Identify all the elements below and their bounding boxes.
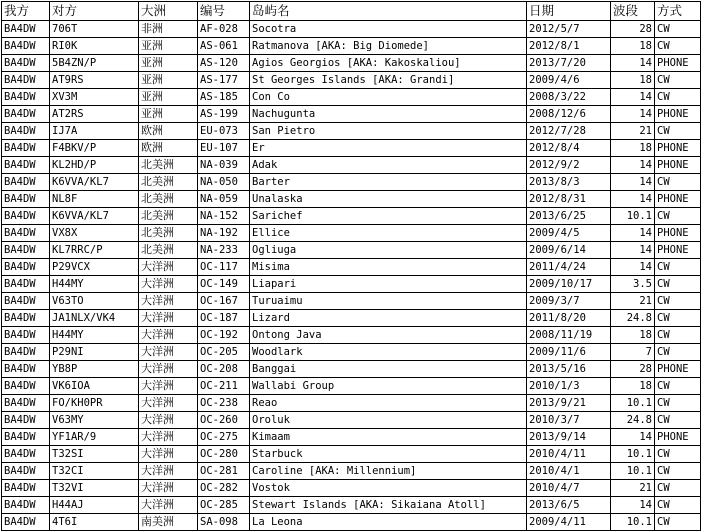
- island-name-cell[interactable]: Woodlark: [250, 344, 527, 361]
- band-cell[interactable]: 14: [611, 259, 655, 276]
- iota-number-cell[interactable]: NA-050: [198, 174, 250, 191]
- continent-cell[interactable]: 北美洲: [139, 208, 198, 225]
- my-station-cell[interactable]: BA4DW: [2, 191, 50, 208]
- island-name-cell[interactable]: Unalaska: [250, 191, 527, 208]
- my-station-cell[interactable]: BA4DW: [2, 208, 50, 225]
- continent-cell[interactable]: 大洋洲: [139, 361, 198, 378]
- iota-number-cell[interactable]: OC-260: [198, 412, 250, 429]
- other-station-cell[interactable]: T32CI: [50, 463, 139, 480]
- my-station-cell[interactable]: BA4DW: [2, 174, 50, 191]
- band-cell[interactable]: 14: [611, 55, 655, 72]
- continent-cell[interactable]: 亚洲: [139, 38, 198, 55]
- iota-number-cell[interactable]: OC-280: [198, 446, 250, 463]
- mode-cell[interactable]: CW: [655, 174, 701, 191]
- band-cell[interactable]: 14: [611, 497, 655, 514]
- my-station-cell[interactable]: BA4DW: [2, 21, 50, 38]
- table-row: [2, 514, 701, 531]
- table-row: [2, 123, 701, 140]
- mode-cell[interactable]: CW: [655, 276, 701, 293]
- other-station-cell[interactable]: 4T6I: [50, 514, 139, 531]
- table-row: [2, 446, 701, 463]
- table-row: [2, 259, 701, 276]
- continent-cell[interactable]: 亚洲: [139, 89, 198, 106]
- table-row: [2, 72, 701, 89]
- mode-cell[interactable]: CW: [655, 89, 701, 106]
- iota-number-cell[interactable]: AS-185: [198, 89, 250, 106]
- island-name-cell[interactable]: St Georges Islands [AKA: Grandi]: [250, 72, 527, 89]
- band-cell[interactable]: 14: [611, 106, 655, 123]
- my-station-cell[interactable]: BA4DW: [2, 293, 50, 310]
- header-cell-iota-number[interactable]: 编号: [198, 2, 250, 21]
- iota-number-cell[interactable]: OC-149: [198, 276, 250, 293]
- table-row: [2, 412, 701, 429]
- my-station-cell[interactable]: BA4DW: [2, 123, 50, 140]
- island-name-cell[interactable]: Reao: [250, 395, 527, 412]
- band-cell[interactable]: 7: [611, 344, 655, 361]
- mode-cell[interactable]: CW: [655, 514, 701, 531]
- date-cell[interactable]: 2009/4/5: [527, 225, 611, 242]
- band-cell[interactable]: 28: [611, 21, 655, 38]
- iota-number-cell[interactable]: AS-061: [198, 38, 250, 55]
- island-name-cell[interactable]: Banggai: [250, 361, 527, 378]
- band-cell[interactable]: 18: [611, 140, 655, 157]
- other-station-cell[interactable]: KL7RRC/P: [50, 242, 139, 259]
- table-row: [2, 480, 701, 497]
- island-name-cell[interactable]: Wallabi Group: [250, 378, 527, 395]
- my-station-cell[interactable]: BA4DW: [2, 327, 50, 344]
- table-row: [2, 21, 701, 38]
- band-cell[interactable]: 24.8: [611, 412, 655, 429]
- my-station-cell[interactable]: BA4DW: [2, 361, 50, 378]
- iota-number-cell[interactable]: AS-177: [198, 72, 250, 89]
- band-cell[interactable]: 21: [611, 480, 655, 497]
- my-station-cell[interactable]: BA4DW: [2, 157, 50, 174]
- other-station-cell[interactable]: AT2RS: [50, 106, 139, 123]
- band-cell[interactable]: 21: [611, 293, 655, 310]
- table-row: [2, 38, 701, 55]
- date-cell[interactable]: 2009/6/14: [527, 242, 611, 259]
- other-station-cell[interactable]: H44MY: [50, 276, 139, 293]
- my-station-cell[interactable]: BA4DW: [2, 106, 50, 123]
- other-station-cell[interactable]: H44AJ: [50, 497, 139, 514]
- mode-cell[interactable]: PHONE: [655, 361, 701, 378]
- date-cell[interactable]: 2009/3/7: [527, 293, 611, 310]
- table-row: [2, 157, 701, 174]
- band-cell[interactable]: 14: [611, 225, 655, 242]
- iota-number-cell[interactable]: OC-281: [198, 463, 250, 480]
- mode-cell[interactable]: CW: [655, 497, 701, 514]
- other-station-cell[interactable]: 5B4ZN/P: [50, 55, 139, 72]
- other-station-cell[interactable]: NL8F: [50, 191, 139, 208]
- band-cell[interactable]: 18: [611, 378, 655, 395]
- island-name-cell[interactable]: Agios Georgios [AKA: Kakoskaliou]: [250, 55, 527, 72]
- my-station-cell[interactable]: BA4DW: [2, 412, 50, 429]
- other-station-cell[interactable]: IJ7A: [50, 123, 139, 140]
- iota-number-cell[interactable]: OC-117: [198, 259, 250, 276]
- date-cell[interactable]: 2008/11/19: [527, 327, 611, 344]
- other-station-cell[interactable]: KL2HD/P: [50, 157, 139, 174]
- date-cell[interactable]: 2008/3/22: [527, 89, 611, 106]
- island-name-cell[interactable]: Lizard: [250, 310, 527, 327]
- iota-number-cell[interactable]: SA-098: [198, 514, 250, 531]
- other-station-cell[interactable]: YF1AR/9: [50, 429, 139, 446]
- iota-number-cell[interactable]: AS-199: [198, 106, 250, 123]
- continent-cell[interactable]: 北美洲: [139, 225, 198, 242]
- other-station-cell[interactable]: K6VVA/KL7: [50, 174, 139, 191]
- table-row: [2, 191, 701, 208]
- island-name-cell[interactable]: Ontong Java: [250, 327, 527, 344]
- mode-cell[interactable]: PHONE: [655, 242, 701, 259]
- header-cell-date[interactable]: 日期: [527, 2, 611, 21]
- island-name-cell[interactable]: Oroluk: [250, 412, 527, 429]
- continent-cell[interactable]: 亚洲: [139, 106, 198, 123]
- other-station-cell[interactable]: T32VI: [50, 480, 139, 497]
- island-name-cell[interactable]: Vostok: [250, 480, 527, 497]
- table-row: [2, 497, 701, 514]
- my-station-cell[interactable]: BA4DW: [2, 89, 50, 106]
- my-station-cell[interactable]: BA4DW: [2, 480, 50, 497]
- my-station-cell[interactable]: BA4DW: [2, 446, 50, 463]
- my-station-cell[interactable]: BA4DW: [2, 514, 50, 531]
- mode-cell[interactable]: PHONE: [655, 106, 701, 123]
- mode-cell[interactable]: CW: [655, 208, 701, 225]
- my-station-cell[interactable]: BA4DW: [2, 55, 50, 72]
- date-cell[interactable]: 2008/12/6: [527, 106, 611, 123]
- table-row: [2, 55, 701, 72]
- continent-cell[interactable]: 大洋洲: [139, 344, 198, 361]
- date-cell[interactable]: 2010/4/1: [527, 463, 611, 480]
- table-row: [2, 395, 701, 412]
- table-row: [2, 225, 701, 242]
- iota-number-cell[interactable]: NA-192: [198, 225, 250, 242]
- island-name-cell[interactable]: Nachugunta: [250, 106, 527, 123]
- mode-cell[interactable]: PHONE: [655, 55, 701, 72]
- table-row: [2, 429, 701, 446]
- island-name-cell[interactable]: Starbuck: [250, 446, 527, 463]
- header-cell-my-station[interactable]: 我方: [2, 2, 50, 21]
- iota-number-cell[interactable]: OC-192: [198, 327, 250, 344]
- island-name-cell[interactable]: San Pietro: [250, 123, 527, 140]
- continent-cell[interactable]: 亚洲: [139, 55, 198, 72]
- date-cell[interactable]: 2010/4/11: [527, 446, 611, 463]
- continent-cell[interactable]: 大洋洲: [139, 310, 198, 327]
- band-cell[interactable]: 14: [611, 89, 655, 106]
- band-cell[interactable]: 10.1: [611, 514, 655, 531]
- band-cell[interactable]: 18: [611, 38, 655, 55]
- date-cell[interactable]: 2009/4/11: [527, 514, 611, 531]
- island-name-cell[interactable]: Barter: [250, 174, 527, 191]
- date-cell[interactable]: 2012/8/4: [527, 140, 611, 157]
- band-cell[interactable]: 10.1: [611, 463, 655, 480]
- mode-cell[interactable]: CW: [655, 310, 701, 327]
- continent-cell[interactable]: 大洋洲: [139, 446, 198, 463]
- island-name-cell[interactable]: Ratmanova [AKA: Big Diomede]: [250, 38, 527, 55]
- other-station-cell[interactable]: F4BKV/P: [50, 140, 139, 157]
- other-station-cell[interactable]: AT9RS: [50, 72, 139, 89]
- band-cell[interactable]: 10.1: [611, 208, 655, 225]
- mode-cell[interactable]: CW: [655, 327, 701, 344]
- my-station-cell[interactable]: BA4DW: [2, 259, 50, 276]
- table-row: [2, 208, 701, 225]
- other-station-cell[interactable]: XV3M: [50, 89, 139, 106]
- header-cell-mode[interactable]: 方式: [655, 2, 701, 21]
- mode-cell[interactable]: CW: [655, 21, 701, 38]
- table-row: [2, 293, 701, 310]
- continent-cell[interactable]: 非洲: [139, 21, 198, 38]
- island-name-cell[interactable]: Misima: [250, 259, 527, 276]
- table-row: [2, 276, 701, 293]
- my-station-cell[interactable]: BA4DW: [2, 497, 50, 514]
- iota-number-cell[interactable]: NA-059: [198, 191, 250, 208]
- island-name-cell[interactable]: Socotra: [250, 21, 527, 38]
- mode-cell[interactable]: PHONE: [655, 191, 701, 208]
- header-row: [2, 2, 701, 21]
- table-row: [2, 242, 701, 259]
- band-cell[interactable]: 3.5: [611, 276, 655, 293]
- table-row: [2, 140, 701, 157]
- continent-cell[interactable]: 大洋洲: [139, 480, 198, 497]
- island-name-cell[interactable]: Sarichef: [250, 208, 527, 225]
- date-cell[interactable]: 2010/3/7: [527, 412, 611, 429]
- mode-cell[interactable]: CW: [655, 412, 701, 429]
- band-cell[interactable]: 10.1: [611, 446, 655, 463]
- date-cell[interactable]: 2012/7/28: [527, 123, 611, 140]
- continent-cell[interactable]: 大洋洲: [139, 412, 198, 429]
- date-cell[interactable]: 2013/6/25: [527, 208, 611, 225]
- date-cell[interactable]: 2012/8/31: [527, 191, 611, 208]
- band-cell[interactable]: 24.8: [611, 310, 655, 327]
- my-station-cell[interactable]: BA4DW: [2, 463, 50, 480]
- other-station-cell[interactable]: H44MY: [50, 327, 139, 344]
- date-cell[interactable]: 2013/9/21: [527, 395, 611, 412]
- island-name-cell[interactable]: Turuaimu: [250, 293, 527, 310]
- other-station-cell[interactable]: YB8P: [50, 361, 139, 378]
- my-station-cell[interactable]: BA4DW: [2, 395, 50, 412]
- band-cell[interactable]: 14: [611, 191, 655, 208]
- continent-cell[interactable]: 欧洲: [139, 123, 198, 140]
- mode-cell[interactable]: CW: [655, 293, 701, 310]
- date-cell[interactable]: 2013/5/16: [527, 361, 611, 378]
- my-station-cell[interactable]: BA4DW: [2, 242, 50, 259]
- date-cell[interactable]: 2013/7/20: [527, 55, 611, 72]
- table-row: [2, 344, 701, 361]
- mode-cell[interactable]: PHONE: [655, 429, 701, 446]
- continent-cell[interactable]: 南美洲: [139, 514, 198, 531]
- continent-cell[interactable]: 大洋洲: [139, 327, 198, 344]
- island-contact-log-table: [1, 1, 701, 531]
- other-station-cell[interactable]: FO/KH0PR: [50, 395, 139, 412]
- my-station-cell[interactable]: BA4DW: [2, 310, 50, 327]
- mode-cell[interactable]: PHONE: [655, 225, 701, 242]
- continent-cell[interactable]: 亚洲: [139, 72, 198, 89]
- island-name-cell[interactable]: Ellice: [250, 225, 527, 242]
- island-name-cell[interactable]: Kimaam: [250, 429, 527, 446]
- continent-cell[interactable]: 大洋洲: [139, 293, 198, 310]
- my-station-cell[interactable]: BA4DW: [2, 72, 50, 89]
- continent-cell[interactable]: 北美洲: [139, 242, 198, 259]
- mode-cell[interactable]: PHONE: [655, 140, 701, 157]
- other-station-cell[interactable]: V63TO: [50, 293, 139, 310]
- mode-cell[interactable]: CW: [655, 259, 701, 276]
- date-cell[interactable]: 2009/4/6: [527, 72, 611, 89]
- header-cell-other-station[interactable]: 对方: [50, 2, 139, 21]
- date-cell[interactable]: 2013/6/5: [527, 497, 611, 514]
- mode-cell[interactable]: CW: [655, 72, 701, 89]
- header-cell-band[interactable]: 波段: [611, 2, 655, 21]
- band-cell[interactable]: 14: [611, 242, 655, 259]
- island-name-cell[interactable]: Caroline [AKA: Millennium]: [250, 463, 527, 480]
- mode-cell[interactable]: CW: [655, 344, 701, 361]
- date-cell[interactable]: 2011/8/20: [527, 310, 611, 327]
- mode-cell[interactable]: CW: [655, 38, 701, 55]
- island-name-cell[interactable]: La Leona: [250, 514, 527, 531]
- mode-cell[interactable]: CW: [655, 480, 701, 497]
- continent-cell[interactable]: 北美洲: [139, 174, 198, 191]
- iota-number-cell[interactable]: EU-073: [198, 123, 250, 140]
- table-row: [2, 174, 701, 191]
- mode-cell[interactable]: CW: [655, 378, 701, 395]
- iota-number-cell[interactable]: OC-187: [198, 310, 250, 327]
- continent-cell[interactable]: 欧洲: [139, 140, 198, 157]
- iota-number-cell[interactable]: EU-107: [198, 140, 250, 157]
- other-station-cell[interactable]: RI0K: [50, 38, 139, 55]
- island-name-cell[interactable]: Adak: [250, 157, 527, 174]
- my-station-cell[interactable]: BA4DW: [2, 429, 50, 446]
- mode-cell[interactable]: CW: [655, 395, 701, 412]
- band-cell[interactable]: 14: [611, 157, 655, 174]
- iota-number-cell[interactable]: AF-028: [198, 21, 250, 38]
- my-station-cell[interactable]: BA4DW: [2, 276, 50, 293]
- my-station-cell[interactable]: BA4DW: [2, 140, 50, 157]
- iota-number-cell[interactable]: OC-285: [198, 497, 250, 514]
- date-cell[interactable]: 2011/4/24: [527, 259, 611, 276]
- date-cell[interactable]: 2012/9/2: [527, 157, 611, 174]
- date-cell[interactable]: 2012/5/7: [527, 21, 611, 38]
- header-cell-continent[interactable]: 大洲: [139, 2, 198, 21]
- continent-cell[interactable]: 北美洲: [139, 191, 198, 208]
- my-station-cell[interactable]: BA4DW: [2, 344, 50, 361]
- band-cell[interactable]: 18: [611, 327, 655, 344]
- iota-number-cell[interactable]: OC-238: [198, 395, 250, 412]
- iota-number-cell[interactable]: OC-205: [198, 344, 250, 361]
- continent-cell[interactable]: 大洋洲: [139, 497, 198, 514]
- table-row: [2, 106, 701, 123]
- other-station-cell[interactable]: P29VCX: [50, 259, 139, 276]
- iota-number-cell[interactable]: OC-167: [198, 293, 250, 310]
- other-station-cell[interactable]: V63MY: [50, 412, 139, 429]
- other-station-cell[interactable]: JA1NLX/VK4: [50, 310, 139, 327]
- continent-cell[interactable]: 大洋洲: [139, 378, 198, 395]
- date-cell[interactable]: 2010/4/7: [527, 480, 611, 497]
- iota-number-cell[interactable]: NA-039: [198, 157, 250, 174]
- date-cell[interactable]: 2013/8/3: [527, 174, 611, 191]
- continent-cell[interactable]: 大洋洲: [139, 259, 198, 276]
- band-cell[interactable]: 14: [611, 174, 655, 191]
- other-station-cell[interactable]: VK6IOA: [50, 378, 139, 395]
- island-name-cell[interactable]: Er: [250, 140, 527, 157]
- table-row: [2, 310, 701, 327]
- continent-cell[interactable]: 大洋洲: [139, 276, 198, 293]
- date-cell[interactable]: 2012/8/1: [527, 38, 611, 55]
- island-name-cell[interactable]: Liapari: [250, 276, 527, 293]
- iota-number-cell[interactable]: OC-208: [198, 361, 250, 378]
- table-row: [2, 361, 701, 378]
- iota-number-cell[interactable]: AS-120: [198, 55, 250, 72]
- iota-number-cell[interactable]: NA-233: [198, 242, 250, 259]
- other-station-cell[interactable]: K6VVA/KL7: [50, 208, 139, 225]
- continent-cell[interactable]: 北美洲: [139, 157, 198, 174]
- iota-number-cell[interactable]: OC-211: [198, 378, 250, 395]
- continent-cell[interactable]: 大洋洲: [139, 429, 198, 446]
- table-row: [2, 463, 701, 480]
- iota-number-cell[interactable]: OC-275: [198, 429, 250, 446]
- table-row: [2, 89, 701, 106]
- date-cell[interactable]: 2013/9/14: [527, 429, 611, 446]
- date-cell[interactable]: 2010/1/3: [527, 378, 611, 395]
- other-station-cell[interactable]: P29NI: [50, 344, 139, 361]
- continent-cell[interactable]: 大洋洲: [139, 463, 198, 480]
- mode-cell[interactable]: PHONE: [655, 157, 701, 174]
- my-station-cell[interactable]: BA4DW: [2, 225, 50, 242]
- date-cell[interactable]: 2009/11/6: [527, 344, 611, 361]
- mode-cell[interactable]: CW: [655, 463, 701, 480]
- mode-cell[interactable]: CW: [655, 123, 701, 140]
- other-station-cell[interactable]: 706T: [50, 21, 139, 38]
- table-row: [2, 378, 701, 395]
- band-cell[interactable]: 10.1: [611, 395, 655, 412]
- iota-number-cell[interactable]: OC-282: [198, 480, 250, 497]
- band-cell[interactable]: 18: [611, 72, 655, 89]
- table-row: [2, 327, 701, 344]
- other-station-cell[interactable]: T32SI: [50, 446, 139, 463]
- my-station-cell[interactable]: BA4DW: [2, 38, 50, 55]
- date-cell[interactable]: 2009/10/17: [527, 276, 611, 293]
- mode-cell[interactable]: CW: [655, 446, 701, 463]
- header-cell-island-name[interactable]: 岛屿名: [250, 2, 527, 21]
- continent-cell[interactable]: 大洋洲: [139, 395, 198, 412]
- other-station-cell[interactable]: VX8X: [50, 225, 139, 242]
- iota-number-cell[interactable]: NA-152: [198, 208, 250, 225]
- island-name-cell[interactable]: Stewart Islands [AKA: Sikaiana Atoll]: [250, 497, 527, 514]
- band-cell[interactable]: 28: [611, 361, 655, 378]
- my-station-cell[interactable]: BA4DW: [2, 378, 50, 395]
- island-name-cell[interactable]: Con Co: [250, 89, 527, 106]
- island-name-cell[interactable]: Ogliuga: [250, 242, 527, 259]
- band-cell[interactable]: 21: [611, 123, 655, 140]
- band-cell[interactable]: 14: [611, 429, 655, 446]
